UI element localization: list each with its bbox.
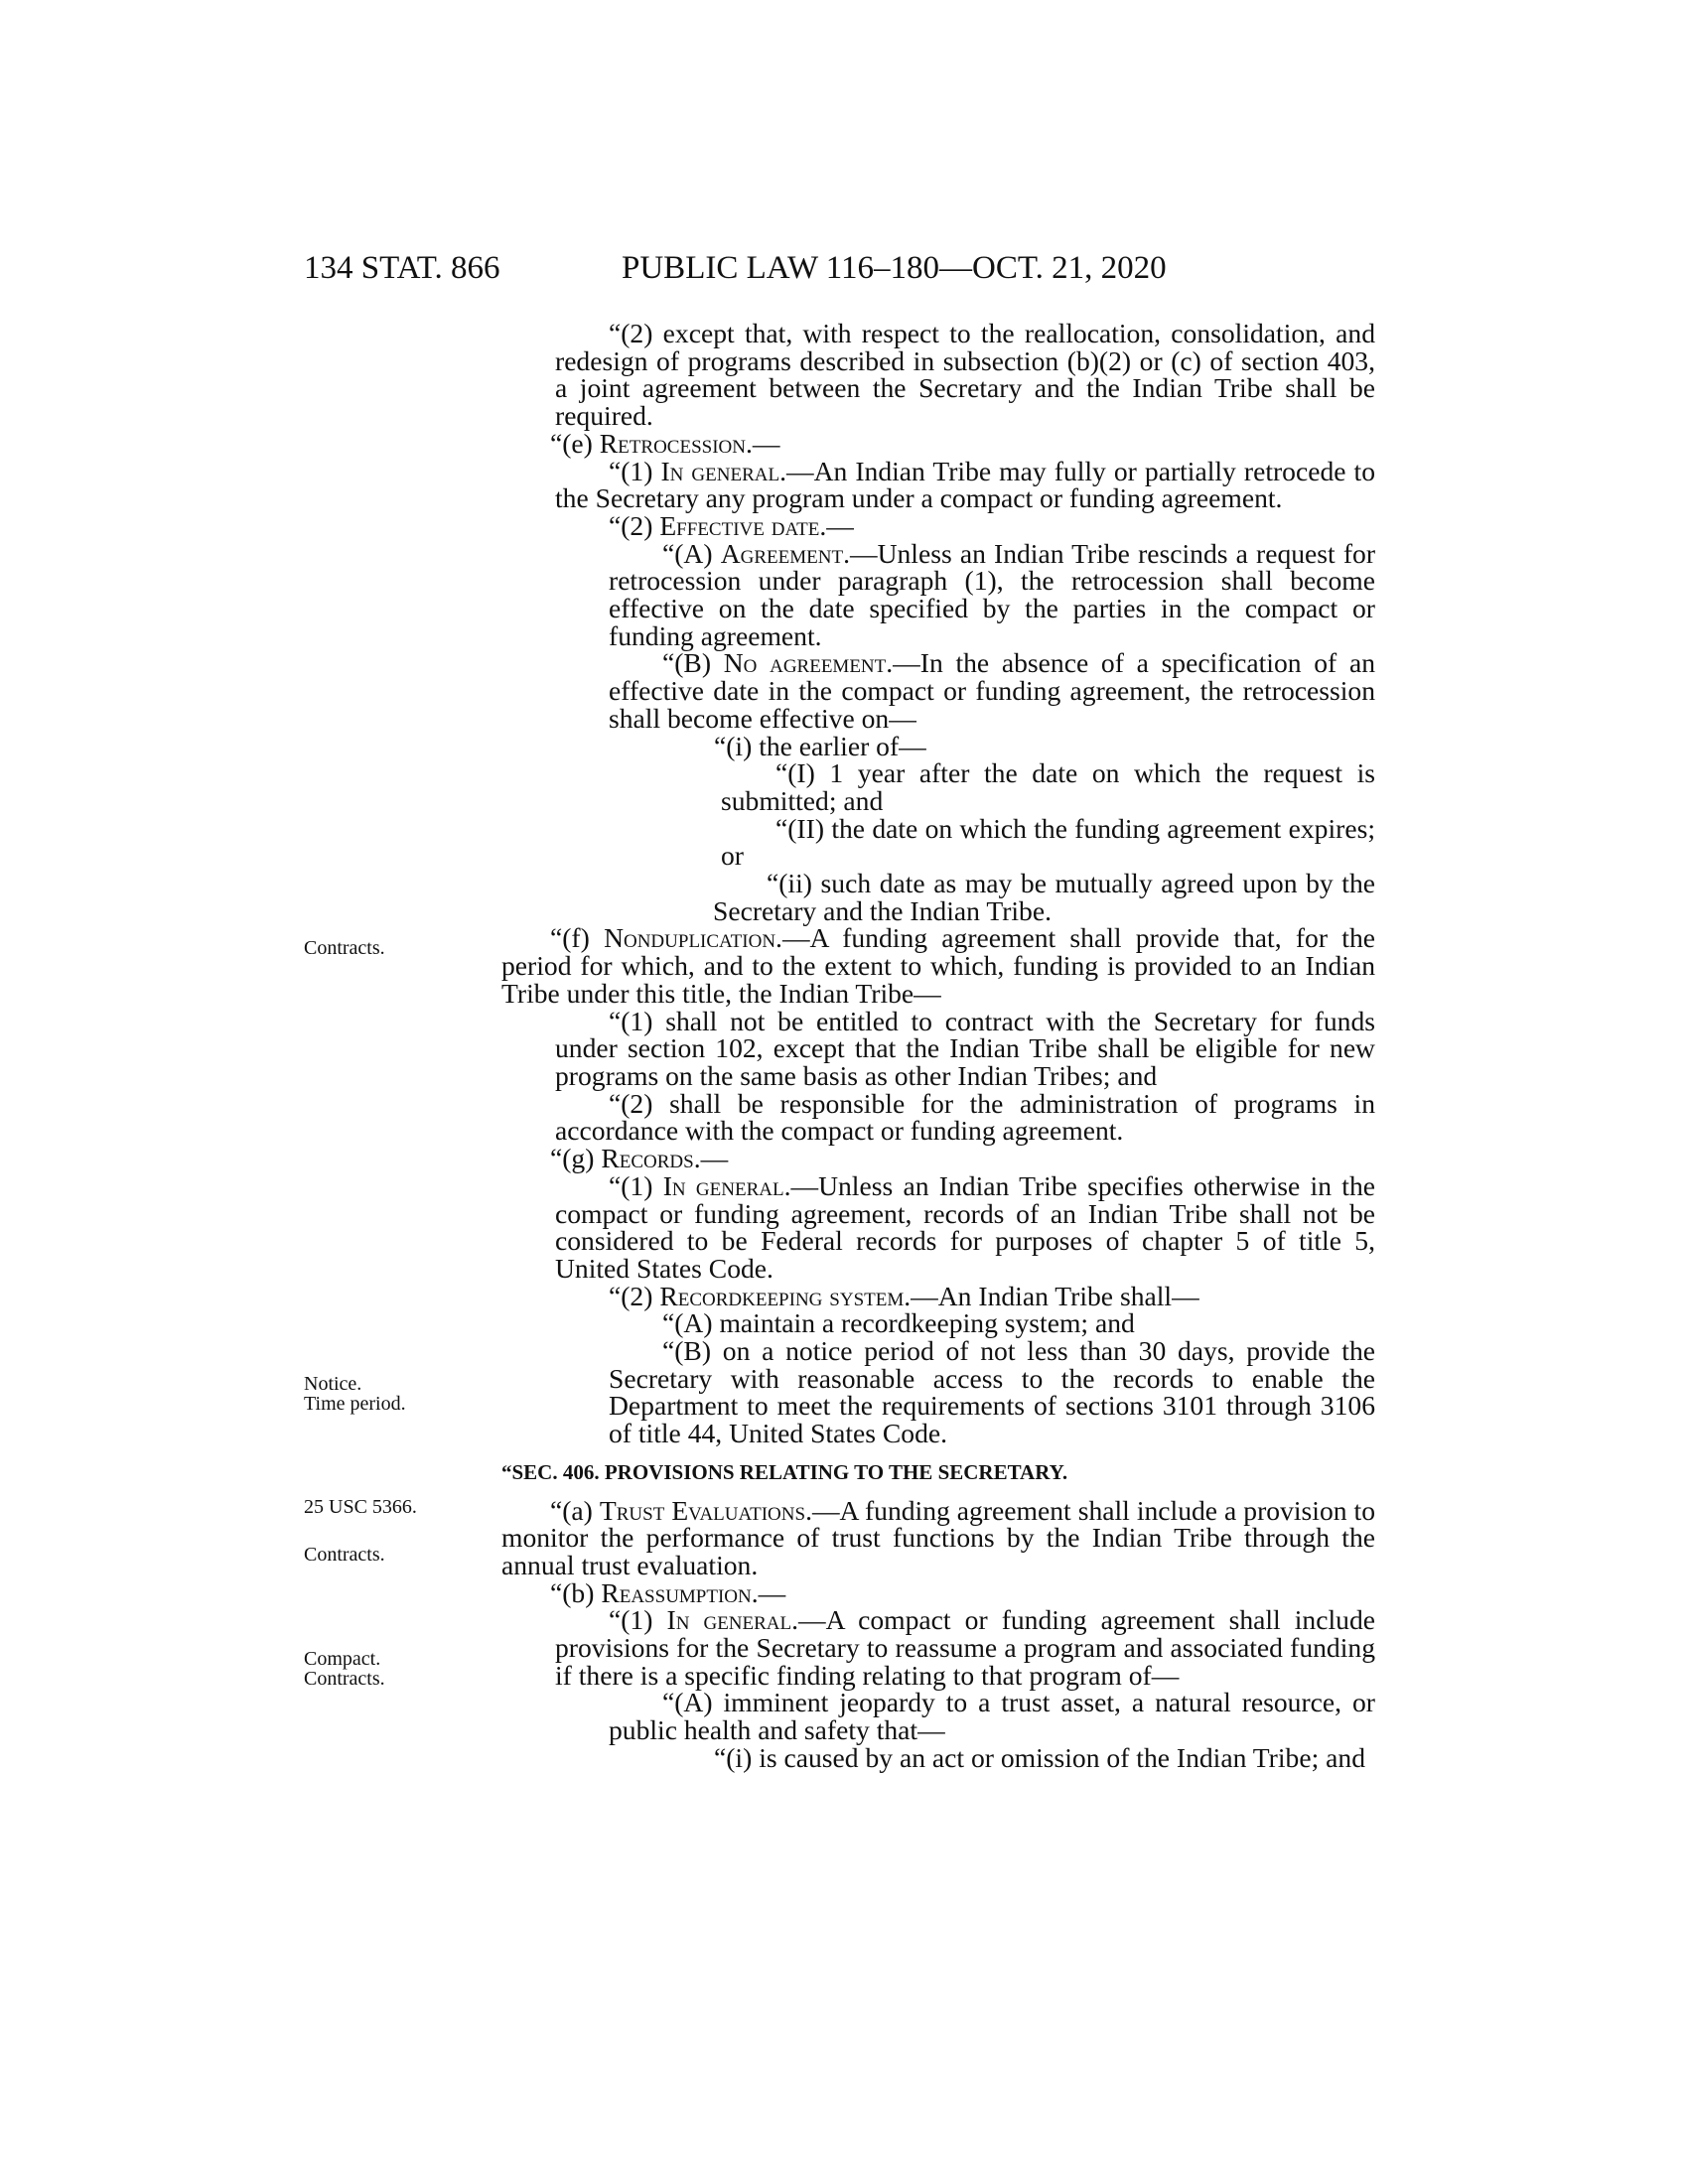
page-stat-number: 134 STAT. 866 xyxy=(304,250,500,286)
margin-note-compact: Compact. xyxy=(304,1648,381,1670)
paragraph-f1: “(1) shall not be entitled to contract with the Secretary for funds under section 102, except that the Indian Tribe shall be eligible for new programs on the same basis as other Indian Tribes; and xyxy=(555,1005,1375,1091)
margin-note-contracts: Contracts. xyxy=(304,937,385,959)
subsection-a: “(a) Trust Evaluations.—A funding agreement shall include a provision to monitor the performance of trust functions by the Indian Tribe through the annual trust evaluation. xyxy=(501,1494,1376,1580)
margin-note-notice: Notice. xyxy=(304,1373,362,1395)
clause-bi: “(i) is caused by an act or omission of the Indian Tribe; and xyxy=(714,1741,1365,1773)
section-406-heading: “SEC. 406. PROVISIONS RELATING TO THE SECRETARY. xyxy=(501,1459,1068,1484)
paragraph-d2: “(2) except that, with respect to the reallocation, consolidation, and redesign of programs described in subsection (b)(2) or (c) of section 403, a joint agreement between the Secretary and the Indian Tribe shall be required. xyxy=(555,318,1375,432)
paragraph-g2: “(2) Recordkeeping system.—An Indian Tribe shall— xyxy=(609,1280,1199,1311)
subclause-eI: “(I) 1 year after the date on which the request is submitted; and xyxy=(721,757,1375,816)
margin-note-contracts: Contracts. xyxy=(304,1544,385,1566)
subparagraph-eA: “(A) Agreement.—Unless an Indian Tribe rescinds a request for retrocession under paragraph (1), the retrocession shall become effective on the date specified by the parties in the compact or funding agreement. xyxy=(609,537,1376,651)
subsection-e-heading: “(e) Retrocession.— xyxy=(550,427,780,459)
paragraph-f2: “(2) shall be responsible for the administration of programs in accordance with the compact or funding agreement. xyxy=(555,1087,1375,1147)
clause-eii: “(ii) such date as may be mutually agreed upon by the Secretary and the Indian Tribe. xyxy=(713,868,1375,926)
subsection-g-heading: “(g) Records.— xyxy=(550,1143,729,1174)
subparagraph-eB: “(B) No agreement.—In the absence of a specification of an effective date in the compact or funding agreement, the retrocession shall become effective on— xyxy=(609,647,1375,734)
document-body xyxy=(501,320,1375,1772)
margin-note-contracts: Contracts. xyxy=(304,1668,385,1690)
subsection-b-heading: “(b) Reassumption.— xyxy=(550,1576,786,1608)
paragraph-g1: “(1) In general.—Unless an Indian Tribe specifies otherwise in the compact or funding agreement, records of an Indian Tribe shall not be considered to be Federal records for purposes of chapter 5 of title 5, United States Code. xyxy=(555,1169,1375,1284)
paragraph-b1: “(1) In general.—A compact or funding agreement shall include provisions for the Secretary to reassume a program and associated funding if there is a specific finding relating to that program of— xyxy=(555,1604,1375,1691)
running-header: PUBLIC LAW 116–180—OCT. 21, 2020 xyxy=(622,250,1167,286)
subclause-eII: “(II) the date on which the funding agreement expires; or xyxy=(721,812,1375,872)
subparagraph-gB: “(B) on a notice period of not less than 30 days, provide the Secretary with reasonable access to the records to enable the Department to meet the requirements of sections 3101 through 3106 of title 44, United States Code. xyxy=(609,1335,1375,1449)
margin-note-time-period: Time period. xyxy=(304,1393,406,1415)
subparagraph-gA: “(A) maintain a recordkeeping system; and xyxy=(662,1307,1135,1339)
subsection-f: “(f) Nonduplication.—A funding agreement shall provide that, for the period for which, and to the extent to which, funding is provided to an Indian Tribe under this title, the Indian Tribe— xyxy=(501,922,1375,1009)
clause-ei: “(i) the earlier of— xyxy=(714,730,926,761)
paragraph-e2-heading: “(2) Effective date.— xyxy=(609,509,854,541)
margin-note-usc: 25 USC 5366. xyxy=(304,1496,417,1518)
paragraph-e1: “(1) In general.—An Indian Tribe may fully or partially retrocede to the Secretary any program under a compact or funding agreement. xyxy=(555,455,1376,514)
subparagraph-bA: “(A) imminent jeopardy to a trust asset, a natural resource, or public health and safety that— xyxy=(609,1687,1375,1746)
